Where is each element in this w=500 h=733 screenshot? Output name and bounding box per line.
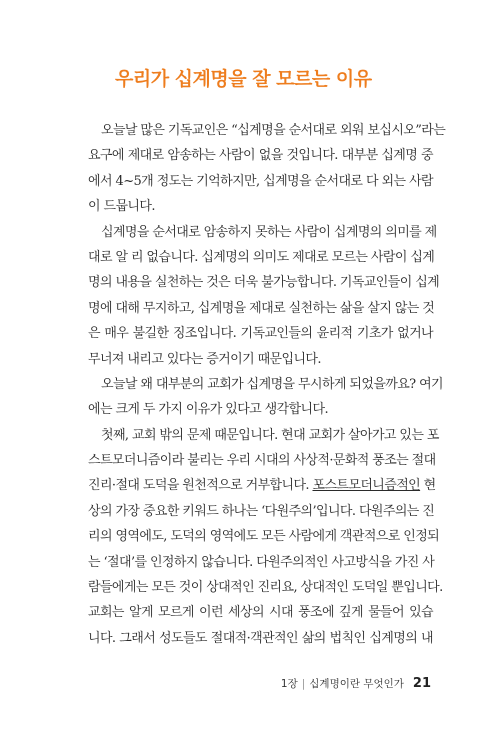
text-line: 첫째, 교회 밖의 문제 때문입니다. 현대 교회가 살아가고 있는 포	[101, 427, 439, 443]
underlined-phrase: 포스트모더니즘적인	[312, 478, 421, 494]
text-line: 에서 4~5개 정도는 기억하지만, 십계명을 순서대로 다 외는 사람	[88, 173, 433, 189]
text-line: 에는 크게 두 가지 이유가 있다고 생각합니다.	[88, 402, 328, 418]
page-footer	[281, 676, 431, 691]
footer-separator: |	[301, 678, 306, 690]
text-line: 리의 영역에도, 도덕의 영역에도 모든 사람에게 객관적으로 인정되	[88, 529, 440, 545]
section-heading: 우리가 십계명을 잘 모르는 이유	[115, 68, 372, 90]
text-line: 요구에 제대로 암송하는 사람이 없을 것입니다. 대부분 십계명 중	[88, 148, 433, 164]
page-number: 21	[412, 676, 431, 691]
text-line: 은 매우 불길한 징조입니다. 기독교인들의 윤리적 기초가 없거나	[88, 326, 433, 342]
text-line: 상의 가장 중요한 키워드 하나는 ‘다원주의’입니다. 다원주의는 진	[88, 503, 435, 519]
text-line: 무너져 내리고 있다는 증거이기 때문입니다.	[88, 351, 321, 367]
footer-chapter-title: 십계명이란 무엇인가	[309, 678, 404, 690]
text-line: 람들에게는 모든 것이 상대적인 진리요, 상대적인 도덕일 뿐입니다.	[88, 580, 443, 596]
text-line: 니다. 그래서 성도들도 절대적·객관적인 삶의 법칙인 십계명의 내	[88, 630, 433, 646]
text-line: 오늘날 많은 기독교인은 “십계명을 순서대로 외워 보십시오”라는	[101, 123, 446, 138]
footer-chapter: 1장	[280, 678, 298, 690]
text-line: 명에 대해 무지하고, 십계명을 제대로 실천하는 삶을 살지 않는 것	[88, 300, 435, 316]
text-line: 교회는 알게 모르게 이런 세상의 시대 풍조에 깊게 물들어 있습	[88, 605, 433, 621]
text-line: 이 드뭅니다.	[88, 199, 155, 215]
text-line: 진리·절대 도덕을 원천적으로 거부합니다. 포스트모더니즘적인 현	[88, 478, 436, 494]
text-line: 십계명을 순서대로 암송하지 못하는 사람이 십계명의 의미를 제	[101, 224, 437, 240]
body-text	[88, 118, 446, 651]
text-line: 스트모더니즘이라 불리는 우리 시대의 사상적·문화적 풍조는 절대	[88, 453, 436, 469]
text-line: 오늘날 왜 대부분의 교회가 십계명을 무시하게 되었을까요? 여기	[101, 376, 444, 392]
text-line: 대로 알 리 없습니다. 십계명의 의미도 제대로 모르는 사람이 십계	[88, 249, 435, 265]
text-line: 는 ‘절대’를 인정하지 않습니다. 다원주의적인 사고방식을 가진 사	[88, 554, 435, 570]
text-line: 명의 내용을 실천하는 것은 더욱 불가능합니다. 기독교인들이 십계	[88, 275, 440, 291]
